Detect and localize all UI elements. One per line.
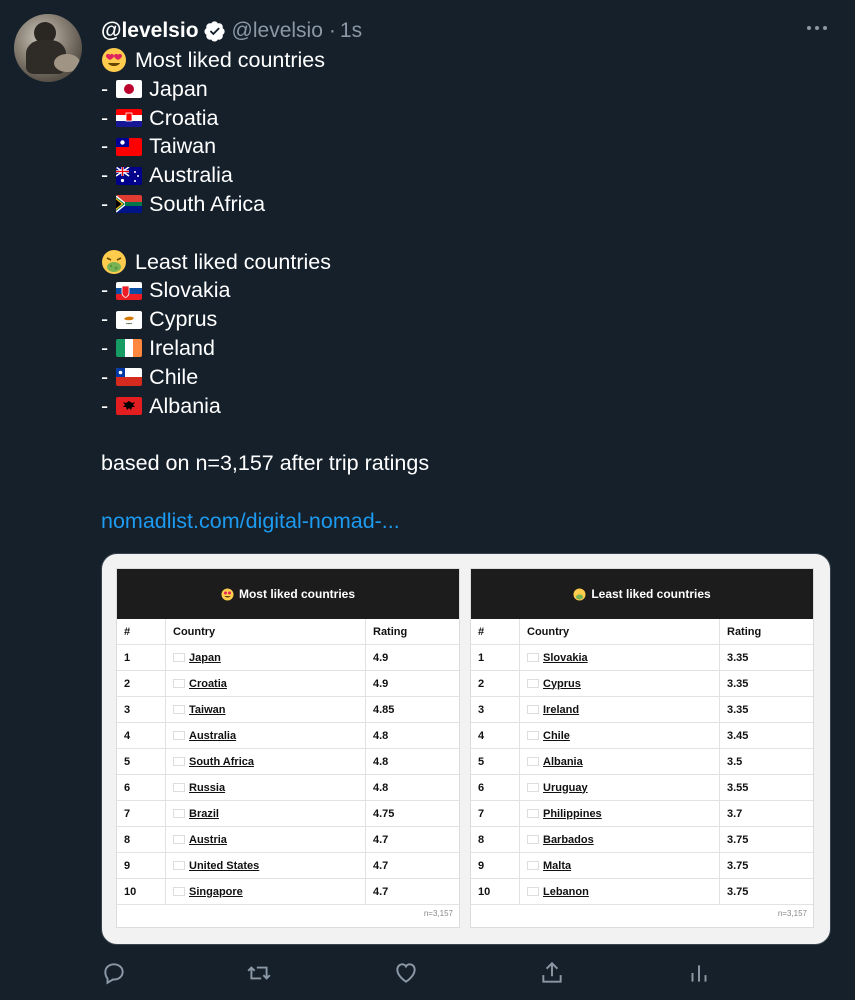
table-row [117, 879, 459, 905]
country-link[interactable]: Slovakia [543, 651, 588, 664]
table-row [117, 827, 459, 853]
rank-cell: 8 [471, 827, 520, 853]
rank-cell: 7 [117, 801, 166, 827]
rank-cell: 4 [117, 723, 166, 749]
flag-icon [173, 809, 185, 818]
list-item: - Croatia [101, 105, 219, 130]
rank-cell: 5 [117, 749, 166, 775]
rating-cell: 3.5 [720, 749, 814, 775]
country-cell [520, 645, 720, 671]
rank-cell: 2 [117, 671, 166, 697]
table-row [117, 853, 459, 879]
list-item: - Chile [101, 364, 199, 389]
flag-icon [527, 783, 539, 792]
list-item: - Taiwan [101, 134, 217, 159]
rank-cell: 6 [117, 775, 166, 801]
flag-icon [527, 757, 539, 766]
list-item: - Australia [101, 163, 233, 188]
cyprus-flag-icon [116, 311, 142, 329]
country-cell [166, 853, 366, 879]
share-icon[interactable] [539, 960, 569, 990]
chile-flag-icon [116, 368, 142, 386]
verified-badge-icon [204, 20, 226, 42]
flag-icon [173, 731, 185, 740]
country-link[interactable]: Malta [543, 859, 572, 872]
country-link[interactable]: Philippines [543, 807, 602, 820]
list-item: - Ireland [101, 335, 215, 360]
nauseated-face-emoji-icon [573, 588, 586, 601]
rank-cell: 9 [117, 853, 166, 879]
country-cell [166, 697, 366, 723]
list-item: - Cyprus [101, 307, 218, 332]
least-liked-table-title: Least liked countries [591, 587, 711, 601]
rating-cell: 3.75 [720, 853, 814, 879]
rating-cell: 4.8 [366, 749, 460, 775]
tweet-actions [101, 960, 741, 990]
country-cell [166, 775, 366, 801]
country-link[interactable]: United States [189, 859, 260, 872]
flag-icon [173, 757, 185, 766]
most-liked-heading-line [101, 46, 429, 75]
heart-eyes-emoji-icon [221, 588, 234, 601]
country-cell [520, 879, 720, 905]
rank-cell: 3 [471, 697, 520, 723]
rating-cell: 4.8 [366, 775, 460, 801]
tweet-header [101, 14, 362, 48]
country-link[interactable]: South Africa [189, 755, 254, 768]
croatia-flag-icon [116, 109, 142, 127]
japan-flag-icon [116, 80, 142, 98]
flag-icon [527, 809, 539, 818]
sample-size-note: n=3,157 [777, 909, 807, 918]
like-icon[interactable] [393, 960, 423, 990]
tweet-card-image[interactable] [101, 553, 831, 945]
country-link[interactable]: Chile [543, 729, 570, 742]
rank-cell: 1 [117, 645, 166, 671]
nauseated-face-emoji-icon [101, 249, 127, 275]
rating-cell: 4.9 [366, 645, 460, 671]
country-link[interactable]: Lebanon [543, 885, 589, 898]
rating-cell: 4.85 [366, 697, 460, 723]
table-row [117, 723, 459, 749]
retweet-icon[interactable] [246, 960, 276, 990]
rank-cell: 7 [471, 801, 520, 827]
table-row [471, 671, 813, 697]
country-cell [166, 723, 366, 749]
flag-icon [173, 835, 185, 844]
rank-cell: 3 [117, 697, 166, 723]
most-liked-table-title: Most liked countries [238, 587, 356, 601]
country-link[interactable]: Ireland [543, 703, 580, 716]
rank-cell: 8 [117, 827, 166, 853]
tweet-text [101, 46, 429, 536]
rank-cell: 4 [471, 723, 520, 749]
avatar[interactable] [14, 14, 82, 82]
list-item: - Albania [101, 393, 221, 418]
most-liked-table-header [117, 569, 459, 619]
rating-cell: 4.75 [366, 801, 460, 827]
least-liked-table-panel [470, 568, 814, 928]
country-link[interactable]: Cyprus [543, 677, 581, 690]
country-cell [520, 671, 720, 697]
south-africa-flag-icon [116, 195, 142, 213]
flag-icon [173, 783, 185, 792]
rating-cell: 3.35 [720, 645, 814, 671]
rank-cell: 10 [471, 879, 520, 905]
timestamp[interactable]: 1s [339, 19, 363, 42]
rank-cell: 2 [471, 671, 520, 697]
rating-cell: 3.35 [720, 697, 814, 723]
rating-cell: 4.7 [366, 853, 460, 879]
column-header-country: Country [166, 619, 366, 645]
heart-eyes-emoji-icon [101, 47, 127, 73]
rating-cell: 3.75 [720, 879, 814, 905]
nomadlist-link[interactable]: nomadlist.com/digital-nomad-... [101, 508, 400, 533]
list-item: - Slovakia [101, 278, 231, 303]
rating-cell: 3.75 [720, 827, 814, 853]
flag-icon [173, 861, 185, 870]
rank-cell: 1 [471, 645, 520, 671]
table-row [471, 879, 813, 905]
rank-cell: 9 [471, 853, 520, 879]
ireland-flag-icon [116, 339, 142, 357]
country-link[interactable]: Barbados [543, 833, 594, 846]
country-cell [520, 775, 720, 801]
country-link[interactable]: Russia [189, 781, 226, 794]
country-cell [166, 801, 366, 827]
basis-text: based on n=3,157 after trip ratings [101, 451, 430, 476]
table-row [471, 697, 813, 723]
reply-icon[interactable] [101, 960, 131, 990]
country-cell [166, 879, 366, 905]
country-cell [520, 697, 720, 723]
least-liked-table [471, 619, 813, 905]
table-row [117, 645, 459, 671]
least-liked-heading-line [101, 248, 429, 277]
albania-flag-icon [116, 397, 142, 415]
most-liked-heading: Most liked countries [135, 48, 325, 72]
flag-icon [173, 653, 185, 662]
table-row [117, 775, 459, 801]
table-row [471, 853, 813, 879]
country-link[interactable]: Brazil [189, 807, 219, 820]
rank-cell: 6 [471, 775, 520, 801]
country-cell [520, 723, 720, 749]
table-row [471, 749, 813, 775]
flag-icon [527, 887, 539, 896]
flag-icon [527, 679, 539, 688]
table-row [471, 723, 813, 749]
column-header-rating: Rating [720, 619, 814, 645]
rating-cell: 3.35 [720, 671, 814, 697]
most-liked-table [117, 619, 459, 905]
flag-icon [527, 731, 539, 740]
display-name[interactable]: @levelsio [101, 19, 199, 42]
flag-icon [527, 705, 539, 714]
country-cell [520, 749, 720, 775]
country-link[interactable]: Austria [189, 833, 227, 846]
list-item: - Japan [101, 76, 208, 101]
flag-icon [527, 653, 539, 662]
flag-icon [173, 887, 185, 896]
country-link[interactable]: Uruguay [543, 781, 588, 794]
rating-cell: 4.8 [366, 723, 460, 749]
country-cell [166, 827, 366, 853]
country-link[interactable]: Croatia [189, 677, 227, 690]
rating-cell: 3.45 [720, 723, 814, 749]
flag-icon [527, 861, 539, 870]
least-liked-table-header [471, 569, 813, 619]
flag-icon [173, 679, 185, 688]
least-liked-heading: Least liked countries [135, 249, 331, 274]
column-header-rank: # [471, 619, 520, 645]
rank-cell: 10 [117, 879, 166, 905]
country-link[interactable]: Taiwan [189, 703, 226, 716]
column-header-country: Country [520, 619, 720, 645]
country-link[interactable]: Singapore [189, 885, 243, 898]
list-item: - South Africa [101, 191, 266, 216]
country-cell [520, 853, 720, 879]
rating-cell: 4.9 [366, 671, 460, 697]
sample-size-note: n=3,157 [423, 909, 453, 918]
rating-cell: 3.55 [720, 775, 814, 801]
country-cell [520, 827, 720, 853]
more-options-icon[interactable] [805, 18, 829, 38]
analytics-icon[interactable] [686, 960, 716, 990]
table-row [471, 775, 813, 801]
table-row [471, 827, 813, 853]
most-liked-table-panel [116, 568, 460, 928]
country-cell [166, 671, 366, 697]
country-link[interactable]: Australia [189, 729, 237, 742]
table-row [117, 749, 459, 775]
rating-cell: 3.7 [720, 801, 814, 827]
country-cell [166, 645, 366, 671]
slovakia-flag-icon [116, 282, 142, 300]
handle[interactable]: @levelsio [231, 19, 323, 42]
table-row [117, 671, 459, 697]
column-header-rating: Rating [366, 619, 460, 645]
country-cell [520, 801, 720, 827]
table-row [117, 801, 459, 827]
country-link[interactable]: Japan [189, 651, 221, 664]
australia-flag-icon [116, 167, 142, 185]
rating-cell: 4.7 [366, 879, 460, 905]
table-row [471, 645, 813, 671]
taiwan-flag-icon [116, 138, 142, 156]
rating-cell: 4.7 [366, 827, 460, 853]
table-row [117, 697, 459, 723]
country-cell [166, 749, 366, 775]
table-row [471, 801, 813, 827]
rank-cell: 5 [471, 749, 520, 775]
column-header-rank: # [117, 619, 166, 645]
separator: · [328, 19, 336, 42]
flag-icon [527, 835, 539, 844]
flag-icon [173, 705, 185, 714]
country-link[interactable]: Albania [543, 755, 583, 768]
